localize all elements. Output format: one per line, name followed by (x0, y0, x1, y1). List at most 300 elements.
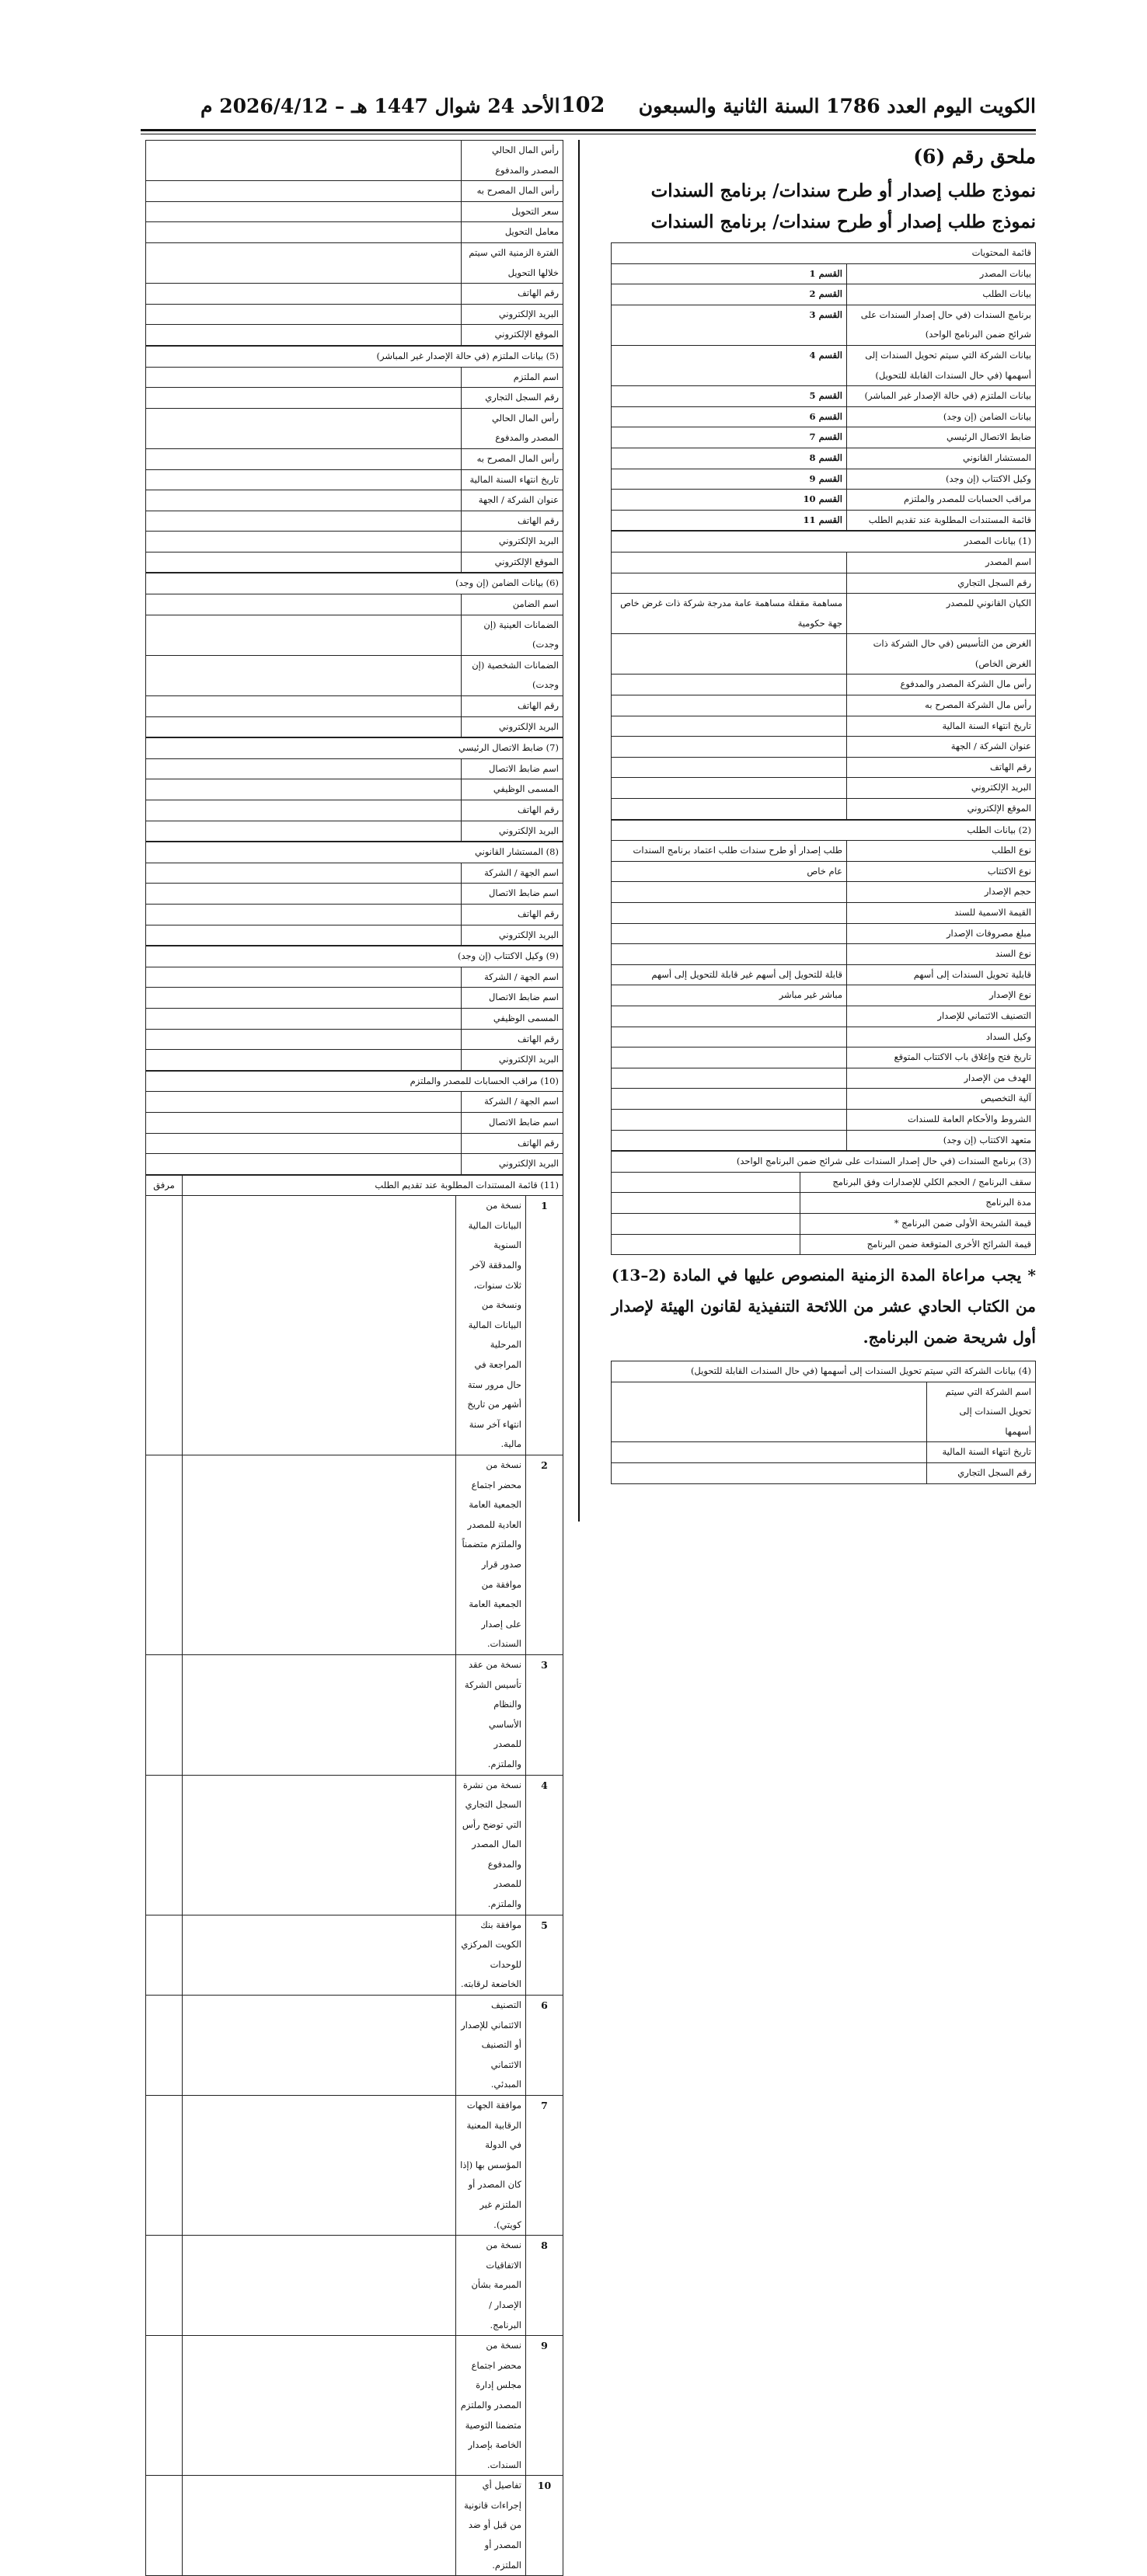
section-7-table (145, 737, 563, 842)
form-row (611, 964, 1035, 985)
section-title-row (146, 1175, 563, 1196)
attached-checkbox-cell[interactable] (146, 1654, 183, 1775)
page-header (0, 0, 1147, 136)
field-value (146, 325, 462, 346)
field-label: سعر التحويل (462, 201, 563, 222)
field-label: قيمة الشريحة الأولى ضمن البرنامج * (800, 1213, 1036, 1234)
form-row (612, 594, 1036, 634)
attached-checkbox-cell[interactable] (146, 1996, 183, 2096)
form-row (145, 367, 563, 388)
field-value (611, 1130, 846, 1151)
field-value (145, 716, 461, 737)
field-label: البريد الإلكتروني (462, 821, 563, 842)
contents-item-label: قائمة المستندات المطلوبة عند تقديم الطلب (847, 510, 1036, 531)
field-value (145, 758, 461, 779)
field-label: سقف البرنامج / الحجم الكلي للإصدارات وفق البرنامج (800, 1172, 1036, 1193)
field-value (612, 634, 847, 675)
field-value (612, 716, 847, 737)
section-5-table (145, 346, 563, 573)
field-label: رأس المال المصرح به (462, 448, 563, 469)
attached-checkbox-cell[interactable] (146, 1455, 183, 1655)
section-title-row (145, 1071, 563, 1092)
form-row (145, 1092, 563, 1113)
field-label: اسم الشركة التي سيتم تحويل السندات إلى أسهمها (927, 1382, 1036, 1442)
contents-table-title-row (611, 243, 1035, 264)
field-value (145, 469, 461, 490)
field-label: اسم ضابط الاتصال (462, 758, 563, 779)
field-label: التصنيف الائتماني للإصدار (847, 1006, 1036, 1027)
left-column (146, 140, 563, 2576)
form-row (146, 904, 563, 925)
document-number: 10 (526, 2476, 563, 2576)
field-value (146, 925, 462, 946)
field-label: اسم الجهة / الشركة (462, 967, 563, 988)
field-label: اسم ضابط الاتصال (462, 1112, 563, 1133)
contents-item-section: القسم 4 (611, 345, 846, 385)
field-label: تاريخ انتهاء السنة المالية (462, 469, 563, 490)
document-row (146, 2336, 563, 2476)
form-row (612, 1382, 1036, 1442)
form-row (611, 944, 1035, 965)
field-label: البريد الإلكتروني (462, 716, 563, 737)
field-value (146, 1029, 462, 1050)
document-row (146, 1196, 563, 1455)
attached-checkbox-cell[interactable] (146, 2236, 183, 2336)
form-row (146, 884, 563, 905)
section-1-table (611, 531, 1036, 819)
field-value (146, 201, 462, 222)
field-value (145, 532, 461, 552)
field-value (611, 1068, 846, 1089)
form-row (145, 552, 563, 573)
field-value (146, 304, 462, 325)
field-label: رقم الهاتف (847, 757, 1036, 778)
field-label: قابلية تحويل السندات إلى أسهم (847, 964, 1036, 985)
form-row (146, 325, 563, 346)
field-label: متعهد الاكتتاب (إن وجد) (847, 1130, 1036, 1151)
footnote: * يجب مراعاة المدة الزمنية المنصوص عليها في المادة (2–13) من الكتاب الحادي عشر من اللائحة التنفيذية لقانون الهيئة لإصدار أول شريحة ضمن البرنامج. (612, 1266, 1036, 1347)
field-label: اسم ضابط الاتصال (462, 988, 563, 1009)
form-row (146, 1029, 563, 1050)
section-7-title: (7) ضابط الاتصال الرئيسي (145, 738, 563, 759)
annex-title: ملحق رقم (6) (913, 145, 1036, 168)
field-value (612, 675, 847, 695)
form-row (612, 716, 1036, 737)
column-divider (578, 140, 580, 1522)
section-3-title: (3) برنامج السندات (في حال إصدار السندات على شرائح ضمن البرنامج الواحد) (611, 1152, 1035, 1173)
field-value (145, 615, 461, 655)
form-row (611, 1027, 1035, 1047)
field-value (611, 1109, 846, 1130)
section-3-table (611, 1151, 1036, 1255)
field-value (145, 1133, 461, 1154)
document-number: 3 (526, 1654, 563, 1775)
contents-item-label: بيانات المصدر (847, 263, 1036, 284)
field-label: اسم الجهة / الشركة (462, 863, 563, 884)
form-row (146, 242, 563, 283)
contents-item-section: القسم 7 (611, 427, 846, 448)
field-value (145, 594, 461, 615)
field-label: الموقع الإلكتروني (462, 552, 563, 573)
field-label: اسم المصدر (847, 552, 1036, 573)
document-spacer-cell (183, 1996, 456, 2096)
document-spacer-cell (183, 2236, 456, 2336)
attached-checkbox-cell[interactable] (146, 1915, 183, 1995)
form-row (145, 615, 563, 655)
section-title-row (145, 738, 563, 759)
field-label: الهدف من الإصدار (847, 1068, 1036, 1089)
contents-item-label: بيانات الضامن (إن وجد) (847, 406, 1036, 427)
field-label: تاريخ فتح وإغلاق باب الاكتتاب المتوقع (847, 1047, 1036, 1068)
contents-row (611, 305, 1035, 345)
field-label: عنوان الشركة / الجهة (462, 490, 563, 511)
contents-item-section: القسم 9 (611, 469, 846, 490)
section-title-row (146, 842, 563, 863)
form-row (146, 304, 563, 325)
field-label: رأس مال الشركة المصرح به (847, 695, 1036, 716)
section-5-title: (5) بيانات الملتزم (في حالة الإصدار غير المباشر) (145, 346, 563, 367)
section-4-title: (4) بيانات الشركة التي سيتم تحويل السندات إلى أسهمها (في حال السندات القابلة للتحويل) (612, 1361, 1036, 1382)
field-label: رقم الهاتف (462, 511, 563, 532)
contents-item-label: المستشار القانوني (847, 448, 1036, 469)
field-value: طلب إصدار أو طرح سندات طلب اعتماد برنامج السندات (611, 841, 846, 862)
field-value (612, 573, 847, 594)
section-title-row (612, 1361, 1036, 1382)
field-value (145, 779, 461, 800)
field-label: قيمة الشرائح الأخرى المتوقعة ضمن البرنامج (800, 1234, 1036, 1255)
contents-item-section: القسم 8 (611, 448, 846, 469)
field-label: آلية التخصيص (847, 1089, 1036, 1110)
field-value (145, 388, 461, 409)
document-row (146, 1915, 563, 1995)
section-title-row (146, 946, 563, 967)
document-row (146, 1996, 563, 2096)
form-row (611, 1234, 1035, 1255)
form-row (611, 923, 1035, 944)
field-label: نوع الطلب (847, 841, 1036, 862)
field-value: مباشر غير مباشر (611, 985, 846, 1006)
field-label: مدة البرنامج (800, 1193, 1036, 1214)
field-label: وكيل السداد (847, 1027, 1036, 1047)
form-row (611, 903, 1035, 924)
field-label: الموقع الإلكتروني (462, 325, 563, 346)
field-value (612, 552, 847, 573)
field-value (145, 800, 461, 821)
form-row (611, 861, 1035, 882)
form-row (612, 799, 1036, 820)
field-value (145, 367, 461, 388)
section-8-title: (8) المستشار القانوني (146, 842, 563, 863)
contents-item-label: بيانات الشركة التي سيتم تحويل السندات إلى أسهمها (في حال السندات القابلة للتحويل) (847, 345, 1036, 385)
contents-row (611, 448, 1035, 469)
field-value: عام خاص (611, 861, 846, 882)
field-label: المسمى الوظيفي (462, 779, 563, 800)
section-1-title: (1) بيانات المصدر (612, 532, 1036, 552)
field-value (611, 1193, 800, 1214)
form-row (145, 469, 563, 490)
field-value: مساهمة مقفلة مساهمة عامة مدرجة شركة ذات غرض خاص جهة حكومية (612, 594, 847, 634)
field-label: المسمى الوظيفي (462, 1008, 563, 1029)
field-label: البريد الإلكتروني (462, 925, 563, 946)
form-row (611, 1130, 1035, 1151)
section-title-row (145, 573, 563, 594)
section-10-title: (10) مراقب الحسابات للمصدر والملتزم (145, 1071, 563, 1092)
form-row (611, 1109, 1035, 1130)
page-number: 102 (561, 93, 605, 117)
form-row (145, 1112, 563, 1133)
field-label: رقم الهاتف (462, 1029, 563, 1050)
form-row (611, 1068, 1035, 1089)
section-title-row (611, 820, 1035, 841)
section-9-table (145, 946, 563, 1071)
contents-row (611, 469, 1035, 490)
contents-item-section: القسم 2 (611, 284, 846, 305)
form-title: نموذج طلب إصدار أو طرح سندات/ برنامج السندات (650, 180, 1036, 201)
field-label: البريد الإلكتروني (462, 532, 563, 552)
field-label: البريد الإلكتروني (462, 1154, 563, 1175)
attached-checkbox-cell[interactable] (146, 2476, 183, 2576)
document-spacer-cell (183, 2476, 456, 2576)
document-number: 9 (526, 2336, 563, 2476)
document-description: موافقة بنك الكويت المركزي للوحدات الخاضعة لرقابته. (456, 1915, 526, 1995)
field-value (611, 1027, 846, 1047)
field-value (145, 1092, 461, 1113)
field-value (612, 737, 847, 758)
field-value (145, 1112, 461, 1133)
document-description: نسخة من محضر اجتماع مجلس إدارة المصدر والملتزم متضمنا التوصية الخاصة بإصدار السندات. (456, 2336, 526, 2476)
form-row (145, 821, 563, 842)
contents-item-label: برنامج السندات (في حال إصدار السندات على شرائح ضمن البرنامج الواحد) (847, 305, 1036, 345)
field-value (612, 1382, 927, 1442)
field-value (146, 242, 462, 283)
field-value (611, 1047, 846, 1068)
right-column (612, 140, 1036, 1484)
field-label: البريد الإلكتروني (462, 304, 563, 325)
section-title-row (145, 346, 563, 367)
form-row (145, 696, 563, 717)
contents-row (611, 510, 1035, 531)
form-row (611, 1006, 1035, 1027)
field-value (611, 1172, 800, 1193)
field-label: تاريخ انتهاء السنة المالية (927, 1442, 1036, 1463)
form-row (146, 141, 563, 181)
field-value (612, 757, 847, 778)
form-row (146, 863, 563, 884)
form-row (146, 1050, 563, 1071)
field-label: رأس المال الحالي المصدر والمدفوع (462, 141, 563, 181)
form-row (145, 800, 563, 821)
field-label: معامل التحويل (462, 222, 563, 243)
section-title-row (612, 532, 1036, 552)
form-row (145, 1133, 563, 1154)
contents-row (611, 406, 1035, 427)
attached-checkbox-cell[interactable] (146, 1775, 183, 1915)
field-label: رقم الهاتف (462, 800, 563, 821)
document-row (146, 1654, 563, 1775)
field-value (611, 944, 846, 965)
document-description: نسخة من محضر اجتماع الجمعية العامة العادية للمصدر والملتزم متضمناً صدور قرار موافقة من الجمعية العامة على إصدار السندات. (456, 1455, 526, 1655)
field-value (145, 655, 461, 695)
document-number: 6 (526, 1996, 563, 2096)
field-label: البريد الإلكتروني (847, 778, 1036, 799)
field-label: عنوان الشركة / الجهة (847, 737, 1036, 758)
form-row (611, 1047, 1035, 1068)
contents-item-label: بيانات الملتزم (في حالة الإصدار غير المباشر) (847, 386, 1036, 407)
document-number: 7 (526, 2096, 563, 2236)
form-row (611, 841, 1035, 862)
form-row (611, 985, 1035, 1006)
field-label: رأس المال الحالي المصدر والمدفوع (462, 408, 563, 448)
contents-row (611, 490, 1035, 511)
document-description: نسخة من عقد تأسيس الشركة والنظام الأساسي للمصدر والملتزم. (456, 1654, 526, 1775)
form-row (146, 201, 563, 222)
section-4-table (611, 1361, 1036, 1484)
attached-checkbox-cell[interactable] (146, 2096, 183, 2236)
field-value (145, 511, 461, 532)
field-value (145, 448, 461, 469)
form-row (612, 757, 1036, 778)
section-2-table (611, 820, 1036, 1152)
form-row (145, 594, 563, 615)
form-row (145, 388, 563, 409)
field-value (145, 1154, 461, 1175)
field-label: نوع الإصدار (847, 985, 1036, 1006)
field-value (146, 141, 462, 181)
field-label: نوع السند (847, 944, 1036, 965)
field-value (146, 863, 462, 884)
field-value (145, 490, 461, 511)
document-number: 1 (526, 1196, 563, 1455)
field-value (612, 1463, 927, 1484)
field-label: الضمانات العينية (إن وجدت) (462, 615, 563, 655)
contents-row (611, 263, 1035, 284)
document-spacer-cell (183, 2096, 456, 2236)
field-value (611, 1213, 800, 1234)
contents-item-label: مراقب الحسابات للمصدر والملتزم (847, 490, 1036, 511)
section-2-title: (2) بيانات الطلب (611, 820, 1035, 841)
section-10-table (145, 1071, 563, 1175)
issue-date: الأحد 24 شوال 1447 هـ – 2026/4/12 م (200, 95, 560, 117)
document-description: نسخة من البيانات المالية السنوية والمدققة لآخر ثلاث سنوات، ونسخة من البيانات المالية المرحلية المراجعة في حال مرور ستة أشهر من تاريخ انتهاء آخر سنة مالية. (456, 1196, 526, 1455)
form-row (146, 1008, 563, 1029)
field-label: رقم السجل التجاري (847, 573, 1036, 594)
section-title-row (611, 1152, 1035, 1173)
section-11-table (145, 1175, 563, 2576)
form-row (612, 1463, 1036, 1484)
form-row (145, 408, 563, 448)
field-label: القيمة الاسمية للسند (847, 903, 1036, 924)
document-spacer-cell (183, 1915, 456, 1995)
field-label: البريد الإلكتروني (462, 1050, 563, 1071)
contents-title: قائمة المحتويات (611, 243, 1035, 264)
field-value (146, 1008, 462, 1029)
field-value (611, 1234, 800, 1255)
form-row (611, 1089, 1035, 1110)
field-value (145, 408, 461, 448)
field-value (611, 1089, 846, 1110)
contents-row (611, 345, 1035, 385)
field-value (146, 222, 462, 243)
contents-item-label: بيانات الطلب (847, 284, 1036, 305)
attached-checkbox-cell[interactable] (146, 2336, 183, 2476)
section-8-table (145, 842, 563, 946)
document-number: 8 (526, 2236, 563, 2336)
field-label: رقم الهاتف (462, 284, 563, 305)
field-label: رقم الهاتف (462, 696, 563, 717)
section-11-title: (11) قائمة المستندات المطلوبة عند تقديم الطلب (183, 1175, 563, 1196)
form-row (612, 737, 1036, 758)
document-spacer-cell (183, 1455, 456, 1655)
form-title-repeat: نموذج طلب إصدار أو طرح سندات/ برنامج السندات (650, 211, 1036, 232)
form-row (612, 634, 1036, 675)
form-row (145, 716, 563, 737)
form-row (145, 1154, 563, 1175)
field-label: الغرض من التأسيس (في حال الشركة ذات الغرض الخاص) (847, 634, 1036, 675)
document-spacer-cell (183, 2336, 456, 2476)
contents-item-section: القسم 11 (611, 510, 846, 531)
field-label: رقم الهاتف (462, 1133, 563, 1154)
document-description: التصنيف الائتماني للإصدار أو التصنيف الائتماني المبدئي. (456, 1996, 526, 2096)
field-value (146, 988, 462, 1009)
form-row (612, 675, 1036, 695)
form-row (145, 490, 563, 511)
field-label: رقم السجل التجاري (927, 1463, 1036, 1484)
field-value (146, 884, 462, 905)
form-row (612, 695, 1036, 716)
field-value (145, 696, 461, 717)
attached-checkbox-cell[interactable] (146, 1196, 183, 1455)
document-row (146, 2236, 563, 2336)
document-description: تفاصيل أي إجراءات قانونية من قبل أو ضد المصدر أو الملتزم. (456, 2476, 526, 2576)
header-rule (141, 129, 1036, 131)
form-row (612, 778, 1036, 799)
form-row (612, 1442, 1036, 1463)
field-value (146, 904, 462, 925)
attached-column-header: مرفق (146, 1175, 183, 1196)
form-row (146, 222, 563, 243)
form-row (145, 779, 563, 800)
field-value (612, 1442, 927, 1463)
form-row (145, 532, 563, 552)
section-4-continued-table (145, 140, 563, 346)
field-label: الفترة الزمنية التي سيتم خلالها التحويل (462, 242, 563, 283)
field-label: اسم الجهة / الشركة (462, 1092, 563, 1113)
field-label: رأس مال الشركة المصدر والمدفوع (847, 675, 1036, 695)
document-spacer-cell (183, 1775, 456, 1915)
form-row (146, 284, 563, 305)
contents-item-section: القسم 10 (611, 490, 846, 511)
form-row (146, 925, 563, 946)
field-label: نوع الاكتتاب (847, 861, 1036, 882)
field-label: رقم الهاتف (462, 904, 563, 925)
document-description: موافقة الجهات الرقابية المعنية في الدولة المؤسس بها (إذا كان المصدر أو الملتزم غير كويتي). (456, 2096, 526, 2236)
field-label: اسم ضابط الاتصال (462, 884, 563, 905)
field-label: مبلغ مصروفات الإصدار (847, 923, 1036, 944)
form-row (612, 552, 1036, 573)
section-9-title: (9) وكيل الاكتتاب (إن وجد) (146, 946, 563, 967)
contents-item-section: القسم 1 (611, 263, 846, 284)
field-value (146, 967, 462, 988)
document-spacer-cell (183, 1654, 456, 1775)
document-number: 4 (526, 1775, 563, 1915)
form-row (145, 758, 563, 779)
form-row (145, 511, 563, 532)
form-row (611, 1193, 1035, 1214)
field-label: الموقع الإلكتروني (847, 799, 1036, 820)
document-description: نسخة من الاتفاقيات المبرمة بشأن الإصدار / البرنامج. (456, 2236, 526, 2336)
contents-item-label: ضابط الاتصال الرئيسي (847, 427, 1036, 448)
contents-row (611, 284, 1035, 305)
